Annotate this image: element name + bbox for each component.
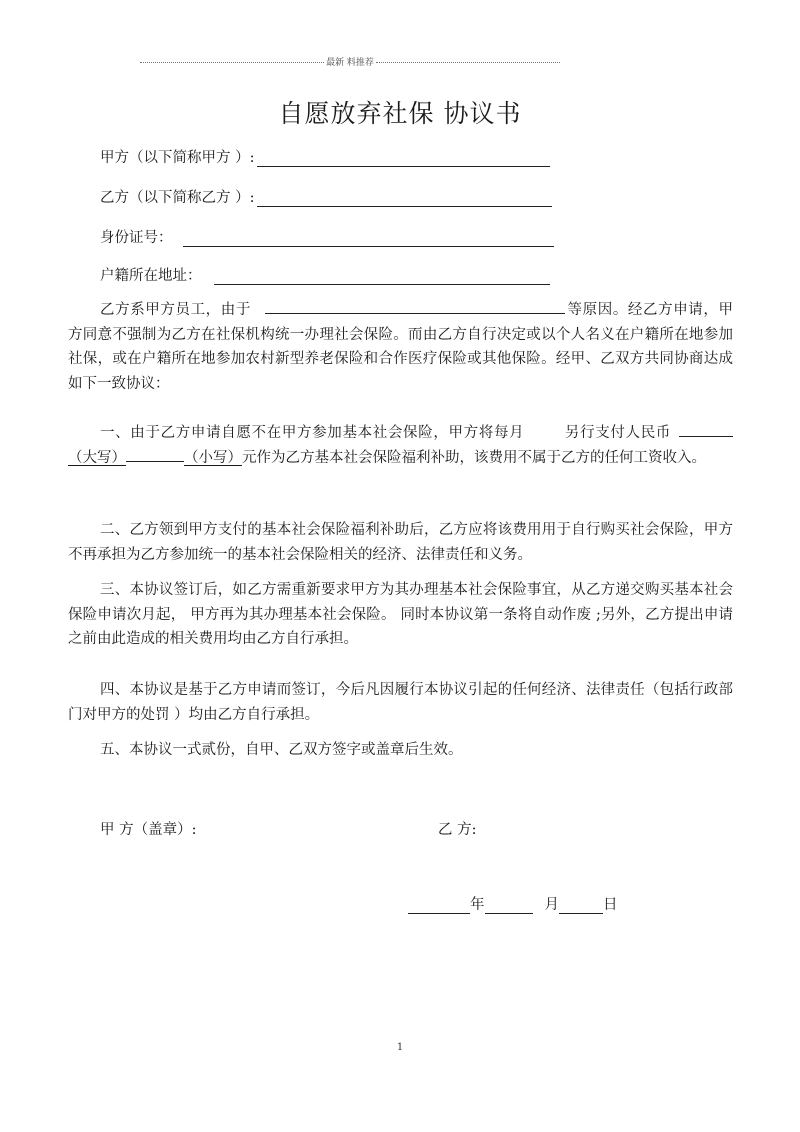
day-blank[interactable]: [559, 899, 603, 914]
year-label: 年: [470, 897, 485, 913]
clause-1: [68, 421, 733, 470]
clause-3: 三、本协议签订后，如乙方需重新要求甲方为其办理基本社会保险事宜，从乙方递交购买基本社会保险申请次月起， 甲方再为其办理基本社会保险。 同时本协议第一条将自动作废 ;另外，乙方提出申请之前由此造成的相关费用均由乙方自行承担。: [68, 582, 733, 647]
party-a-blank[interactable]: [257, 150, 550, 167]
clause-1-text-1: 一、由于乙方申请自愿不在甲方参加基本社会保险，甲方将每月: [100, 425, 525, 441]
id-number-blank[interactable]: [183, 230, 554, 247]
party-a-field: [100, 146, 550, 167]
household-address-label: 户籍所在地址：: [100, 268, 202, 284]
clause-1-text-3: 元作为乙方基本社会保险福利补助，该费用不属于乙方的任何工资收入。: [242, 449, 706, 466]
month-blank-pre[interactable]: [485, 899, 533, 914]
date-row: [408, 893, 618, 914]
header-dots-right: [376, 62, 560, 63]
id-number-label: 身份证号：: [100, 230, 173, 246]
amount-daxie-blank[interactable]: [126, 447, 184, 462]
header-dots-left: [140, 62, 324, 63]
intro-paragraph: [68, 298, 733, 396]
year-blank[interactable]: [408, 899, 470, 914]
party-a-label: 甲方（以下简称甲方 ）:: [100, 150, 255, 166]
reason-blank[interactable]: [265, 299, 565, 314]
header-note: [140, 55, 560, 68]
intro-text-2: 等原因。经乙方申请，甲方同意不强制为乙方在社保机构统一办理社会保险。而由乙方自行决定或以个人名义在户籍所在地参加社保，或在户籍所在地参加农村新型养老保险和合作医疗保险或其他保险。经甲、乙双方共同协商达成如下一致协议：: [68, 302, 733, 392]
amount-blank[interactable]: [679, 422, 733, 437]
party-b-blank[interactable]: [257, 190, 552, 207]
month-label: 月: [544, 897, 559, 913]
clause-4: 四、本协议是基于乙方申请而签订，今后凡因履行本协议引起的任何经济、法律责任（包括行政部门对甲方的处罚 ）均由乙方自行承担。: [68, 682, 733, 723]
household-address-field: [100, 264, 550, 285]
day-label: 日: [603, 897, 618, 913]
party-b-signature: 乙 方:: [438, 822, 477, 838]
party-b-field: [100, 186, 552, 207]
header-note-text: 最新 料推荐: [326, 58, 374, 68]
page-number: 1: [396, 1042, 404, 1053]
household-address-blank[interactable]: [214, 268, 550, 285]
amount-xiaoxie-label: （小写）: [184, 449, 242, 466]
party-b-label: 乙方（以下简称乙方 ）:: [100, 190, 255, 206]
id-number-field: [100, 226, 554, 247]
document-title: 自愿放弃社保 协议书: [278, 99, 522, 128]
clause-5: 五、本协议一式贰份，自甲、乙双方签字或盖章后生效。: [100, 742, 463, 758]
party-a-signature: 甲 方（盖章）:: [100, 822, 197, 838]
intro-text-1: 乙方系甲方员工，由于: [100, 302, 251, 318]
clause-2: 二、乙方领到甲方支付的基本社会保险福利补助后，乙方应将该费用用于自行购买社会保险，甲方不再承担为乙方参加统一的基本社会保险相关的经济、法律责任和义务。: [68, 522, 733, 563]
clause-1-text-2: 另行支付人民币: [564, 425, 672, 441]
amount-daxie-label: （大写）: [68, 449, 126, 466]
